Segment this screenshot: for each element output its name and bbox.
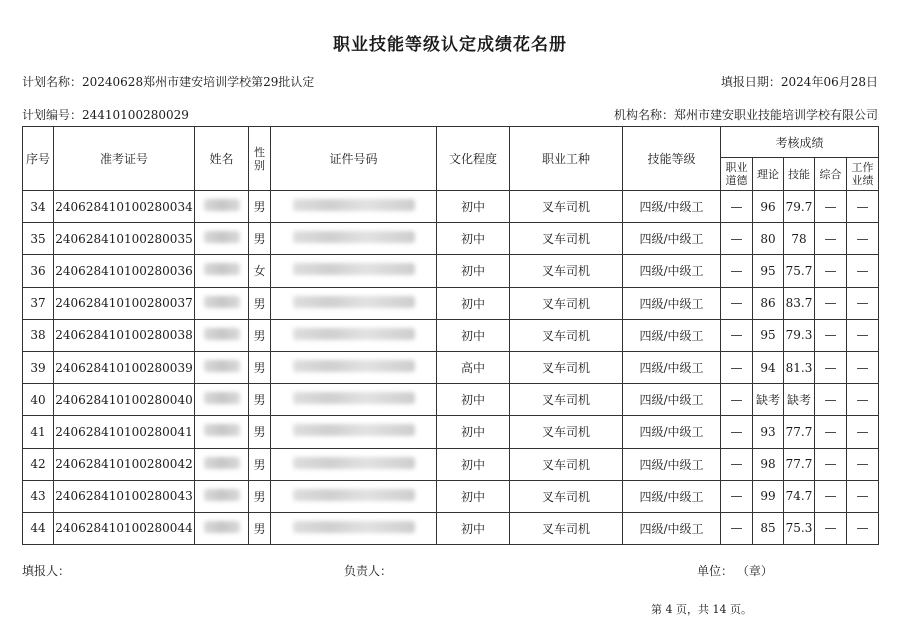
table-row: [23, 191, 879, 223]
cell-theory: 86: [753, 287, 784, 319]
header-comprehensive: 综合: [815, 158, 847, 191]
table-row: [23, 319, 879, 351]
header-seq: 序号: [23, 127, 54, 191]
redacted-id-number: [293, 263, 415, 275]
cell-ticket: 240628410100280038: [54, 319, 195, 351]
score-table: [22, 126, 879, 545]
cell-seq: 43: [23, 480, 54, 512]
cell-theory: 98: [753, 448, 784, 480]
cell-performance: —: [847, 287, 879, 319]
cell-seq: 35: [23, 223, 54, 255]
cell-seq: 44: [23, 512, 54, 544]
cell-education: 初中: [437, 448, 510, 480]
cell-skill-level: 四级/中级工: [623, 512, 721, 544]
cell-skill-level: 四级/中级工: [623, 191, 721, 223]
redacted-id-number: [293, 199, 415, 211]
redacted-name: [204, 521, 240, 533]
cell-occupation: 叉车司机: [510, 512, 623, 544]
page-indicator: 第 4 页，共 14 页。: [651, 603, 752, 616]
cell-education: 初中: [437, 512, 510, 544]
cell-name: [195, 287, 249, 319]
redacted-name: [204, 489, 240, 501]
cell-education: 初中: [437, 255, 510, 287]
header-ethics: 职业道德: [721, 158, 753, 191]
cell-comprehensive: —: [815, 512, 847, 544]
cell-ethics: —: [721, 448, 753, 480]
cell-performance: —: [847, 351, 879, 383]
cell-seq: 36: [23, 255, 54, 287]
header-gender: 性别: [249, 127, 271, 191]
header-skill-level: 技能等级: [623, 127, 721, 191]
cell-id-number: [271, 384, 437, 416]
cell-ethics: —: [721, 255, 753, 287]
cell-comprehensive: —: [815, 480, 847, 512]
cell-ethics: —: [721, 223, 753, 255]
redacted-id-number: [293, 231, 415, 243]
cell-education: 初中: [437, 319, 510, 351]
cell-skill-level: 四级/中级工: [623, 480, 721, 512]
cell-skill-level: 四级/中级工: [623, 255, 721, 287]
header-theory: 理论: [753, 158, 784, 191]
header-id-number: 证件号码: [271, 127, 437, 191]
cell-ethics: —: [721, 416, 753, 448]
cell-gender: 男: [249, 319, 271, 351]
fill-date: 填报日期：2024年06月28日: [720, 75, 878, 89]
cell-comprehensive: —: [815, 416, 847, 448]
cell-ticket: 240628410100280039: [54, 351, 195, 383]
redacted-id-number: [293, 424, 415, 436]
redacted-id-number: [293, 392, 415, 404]
cell-comprehensive: —: [815, 255, 847, 287]
cell-id-number: [271, 448, 437, 480]
cell-name: [195, 480, 249, 512]
cell-skill: 75.3: [784, 512, 815, 544]
plan-number: 计划编号：24410100280029: [22, 108, 189, 122]
cell-occupation: 叉车司机: [510, 287, 623, 319]
cell-performance: —: [847, 223, 879, 255]
redacted-id-number: [293, 328, 415, 340]
redacted-id-number: [293, 521, 415, 533]
table-row: [23, 448, 879, 480]
cell-ethics: —: [721, 384, 753, 416]
cell-id-number: [271, 191, 437, 223]
cell-ticket: 240628410100280040: [54, 384, 195, 416]
cell-id-number: [271, 416, 437, 448]
cell-skill: 81.3: [784, 351, 815, 383]
cell-ticket: 240628410100280037: [54, 287, 195, 319]
page-title: 职业技能等级认定成绩花名册: [333, 35, 567, 55]
table-row: [23, 512, 879, 544]
cell-seq: 39: [23, 351, 54, 383]
cell-ticket: 240628410100280036: [54, 255, 195, 287]
cell-gender: 男: [249, 191, 271, 223]
cell-ethics: —: [721, 191, 753, 223]
cell-skill-level: 四级/中级工: [623, 384, 721, 416]
cell-occupation: 叉车司机: [510, 351, 623, 383]
header-skill: 技能: [784, 158, 815, 191]
header-occupation: 职业工种: [510, 127, 623, 191]
cell-education: 初中: [437, 287, 510, 319]
cell-ethics: —: [721, 351, 753, 383]
cell-ethics: —: [721, 512, 753, 544]
redacted-name: [204, 263, 240, 275]
cell-skill-level: 四级/中级工: [623, 223, 721, 255]
cell-education: 初中: [437, 223, 510, 255]
cell-education: 初中: [437, 384, 510, 416]
cell-occupation: 叉车司机: [510, 384, 623, 416]
cell-skill-level: 四级/中级工: [623, 351, 721, 383]
cell-ethics: —: [721, 319, 753, 351]
cell-performance: —: [847, 255, 879, 287]
cell-name: [195, 448, 249, 480]
cell-education: 高中: [437, 351, 510, 383]
redacted-name: [204, 328, 240, 340]
cell-seq: 40: [23, 384, 54, 416]
cell-skill: 77.7: [784, 416, 815, 448]
redacted-name: [204, 457, 240, 469]
redacted-name: [204, 424, 240, 436]
cell-name: [195, 351, 249, 383]
cell-name: [195, 319, 249, 351]
header-education: 文化程度: [437, 127, 510, 191]
table-row: [23, 384, 879, 416]
cell-name: [195, 223, 249, 255]
cell-name: [195, 416, 249, 448]
cell-skill-level: 四级/中级工: [623, 448, 721, 480]
cell-occupation: 叉车司机: [510, 448, 623, 480]
header-name: 姓名: [195, 127, 249, 191]
cell-id-number: [271, 223, 437, 255]
cell-gender: 男: [249, 512, 271, 544]
redacted-id-number: [293, 457, 415, 469]
cell-comprehensive: —: [815, 384, 847, 416]
cell-ticket: 240628410100280041: [54, 416, 195, 448]
cell-occupation: 叉车司机: [510, 416, 623, 448]
cell-gender: 男: [249, 287, 271, 319]
header-assessment: 考核成绩: [721, 127, 879, 158]
cell-performance: —: [847, 480, 879, 512]
cell-seq: 38: [23, 319, 54, 351]
redacted-name: [204, 296, 240, 308]
cell-id-number: [271, 351, 437, 383]
cell-gender: 男: [249, 223, 271, 255]
cell-gender: 男: [249, 480, 271, 512]
table-row: [23, 255, 879, 287]
cell-ticket: 240628410100280043: [54, 480, 195, 512]
redacted-name: [204, 231, 240, 243]
cell-id-number: [271, 480, 437, 512]
redacted-name: [204, 360, 240, 372]
cell-skill: 79.7: [784, 191, 815, 223]
redacted-id-number: [293, 360, 415, 372]
cell-name: [195, 512, 249, 544]
filler-label: 填报人：: [22, 564, 71, 578]
cell-skill: 缺考: [784, 384, 815, 416]
cell-skill: 74.7: [784, 480, 815, 512]
table-row: [23, 416, 879, 448]
cell-id-number: [271, 319, 437, 351]
cell-performance: —: [847, 319, 879, 351]
cell-skill: 79.3: [784, 319, 815, 351]
cell-occupation: 叉车司机: [510, 255, 623, 287]
cell-id-number: [271, 255, 437, 287]
cell-name: [195, 191, 249, 223]
cell-performance: —: [847, 512, 879, 544]
cell-comprehensive: —: [815, 287, 847, 319]
cell-comprehensive: —: [815, 351, 847, 383]
cell-skill: 77.7: [784, 448, 815, 480]
cell-id-number: [271, 287, 437, 319]
cell-education: 初中: [437, 416, 510, 448]
cell-skill: 83.7: [784, 287, 815, 319]
cell-occupation: 叉车司机: [510, 223, 623, 255]
header-ticket: 准考证号: [54, 127, 195, 191]
table-row: [23, 287, 879, 319]
cell-skill: 75.7: [784, 255, 815, 287]
org-name: 机构名称：郑州市建安职业技能培训学校有限公司: [613, 108, 878, 122]
cell-performance: —: [847, 191, 879, 223]
cell-seq: 37: [23, 287, 54, 319]
cell-ticket: 240628410100280042: [54, 448, 195, 480]
cell-ethics: —: [721, 480, 753, 512]
cell-comprehensive: —: [815, 319, 847, 351]
cell-occupation: 叉车司机: [510, 319, 623, 351]
cell-theory: 95: [753, 255, 784, 287]
cell-gender: 女: [249, 255, 271, 287]
cell-seq: 41: [23, 416, 54, 448]
cell-ticket: 240628410100280044: [54, 512, 195, 544]
cell-comprehensive: —: [815, 223, 847, 255]
cell-ethics: —: [721, 287, 753, 319]
cell-skill: 78: [784, 223, 815, 255]
redacted-name: [204, 199, 240, 211]
cell-occupation: 叉车司机: [510, 191, 623, 223]
cell-theory: 93: [753, 416, 784, 448]
cell-id-number: [271, 512, 437, 544]
cell-theory: 缺考: [753, 384, 784, 416]
table-row: [23, 351, 879, 383]
cell-seq: 42: [23, 448, 54, 480]
cell-theory: 99: [753, 480, 784, 512]
cell-performance: —: [847, 384, 879, 416]
cell-education: 初中: [437, 480, 510, 512]
cell-gender: 男: [249, 448, 271, 480]
cell-skill-level: 四级/中级工: [623, 319, 721, 351]
cell-occupation: 叉车司机: [510, 480, 623, 512]
redacted-id-number: [293, 296, 415, 308]
cell-theory: 80: [753, 223, 784, 255]
cell-theory: 94: [753, 351, 784, 383]
cell-gender: 男: [249, 416, 271, 448]
plan-name: 计划名称：20240628郑州市建安培训学校第29批认定: [22, 75, 315, 89]
cell-skill-level: 四级/中级工: [623, 287, 721, 319]
cell-comprehensive: —: [815, 448, 847, 480]
cell-performance: —: [847, 416, 879, 448]
cell-name: [195, 255, 249, 287]
cell-performance: —: [847, 448, 879, 480]
cell-education: 初中: [437, 191, 510, 223]
table-row: [23, 223, 879, 255]
cell-ticket: 240628410100280034: [54, 191, 195, 223]
cell-theory: 85: [753, 512, 784, 544]
cell-seq: 34: [23, 191, 54, 223]
table-row: [23, 480, 879, 512]
responsible-label: 负责人：: [344, 564, 393, 578]
cell-name: [195, 384, 249, 416]
redacted-id-number: [293, 489, 415, 501]
redacted-name: [204, 392, 240, 404]
cell-skill-level: 四级/中级工: [623, 416, 721, 448]
cell-theory: 96: [753, 191, 784, 223]
cell-theory: 95: [753, 319, 784, 351]
cell-gender: 男: [249, 384, 271, 416]
cell-comprehensive: —: [815, 191, 847, 223]
unit-label: 单位： （章）: [697, 564, 773, 578]
cell-gender: 男: [249, 351, 271, 383]
cell-ticket: 240628410100280035: [54, 223, 195, 255]
header-performance: 工作业绩: [847, 158, 879, 191]
